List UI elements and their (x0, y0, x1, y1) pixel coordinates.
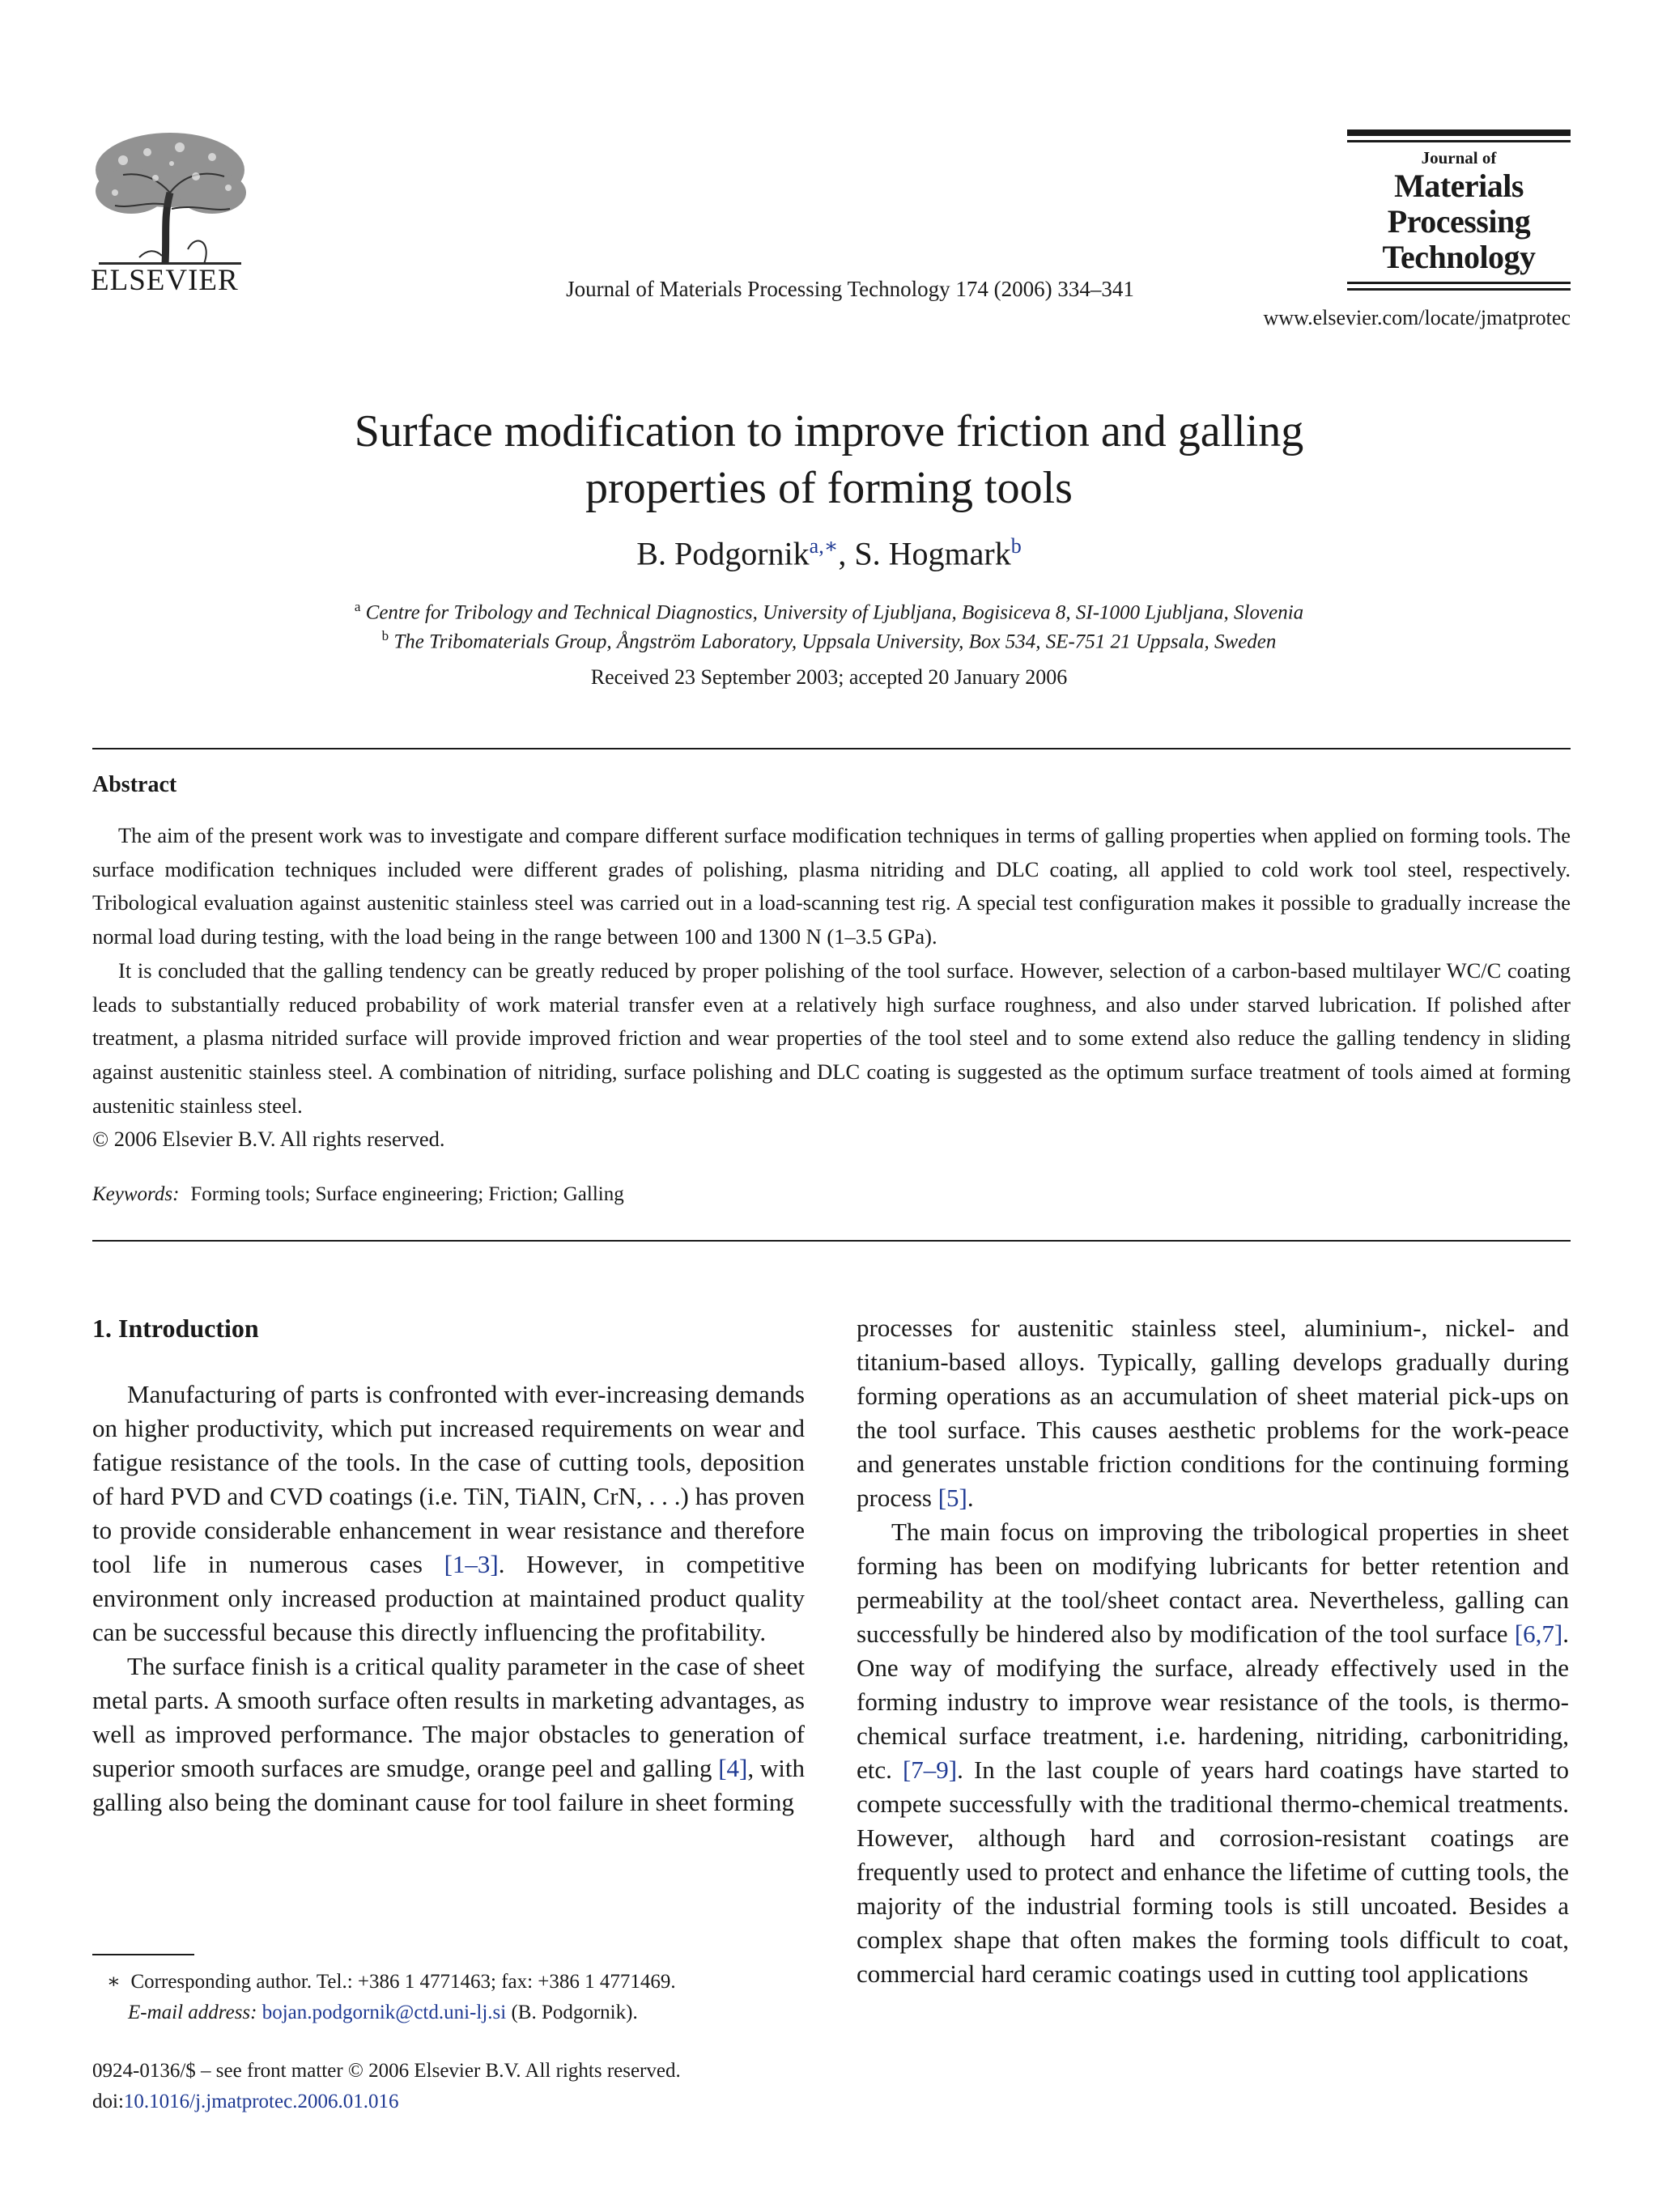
author-name: B. Podgornik (636, 535, 810, 572)
section-heading: 1. Introduction (92, 1314, 259, 1343)
journal-rule (1347, 140, 1571, 142)
author-affiliation-mark[interactable]: b (1010, 534, 1022, 558)
author-name: S. Hogmark (854, 535, 1011, 572)
footnote-divider (92, 1954, 194, 1955)
author-separator: , (838, 535, 855, 572)
citation-link[interactable]: [7–9] (902, 1756, 958, 1784)
body-paragraph (92, 1378, 805, 1649)
footnote-mark: ∗ (107, 1971, 121, 1993)
email-suffix: (B. Podgornik). (511, 2002, 638, 2023)
received-dates: Received 23 September 2003; accepted 20 January 2006 (590, 665, 1068, 689)
front-matter (92, 2056, 681, 2117)
doi-link[interactable]: 10.1016/j.jmatprotec.2006.01.016 (123, 2091, 399, 2112)
title-line: Surface modification to improve friction and galling (354, 406, 1304, 456)
doi-label: doi: (92, 2091, 124, 2112)
journal-rule (1347, 282, 1571, 284)
journal-name-line3: Technology (1382, 239, 1536, 275)
abstract-paragraph: The aim of the present work was to investigate and compare different surface modification techniques in terms of galling properties when applied on forming tools. The surface modification techniques included were different grades of polishing, plasma nitriding and DLC coating, all applied to cold work tool steel, respectively. Tribological evaluation against austenitic stainless steel was carried out in a load-scanning test rig. A special test configuration makes it possible to gradually increase the normal load during testing, with the load being in the range between 100 and 1300 N (1–3.5 GPa). (92, 823, 1571, 949)
abstract-body (92, 819, 1571, 1157)
citation-link[interactable]: [4] (718, 1754, 748, 1782)
body-paragraph (857, 1515, 1569, 1991)
journal-name-line1: Materials (1394, 168, 1524, 204)
journal-citation: Journal of Materials Processing Technology 174 (2006) 334–341 (566, 277, 1134, 301)
body-text: processes for austenitic stainless steel, aluminium-, nickel- and titanium-based alloys. Typically, galling develops gradually during forming operations as an accumulation of sheet material pick-ups on the tool surface. This causes aesthetic problems for the work-peace and generates unstable friction conditions for the continuing forming process (857, 1314, 1569, 1512)
section-divider (92, 1240, 1571, 1242)
email-label: E-mail address: (128, 2002, 257, 2023)
affiliation-mark: b (381, 628, 389, 643)
journal-rule (1347, 129, 1571, 136)
journal-rule (1347, 288, 1571, 291)
journal-title-box (1347, 129, 1571, 295)
abstract-paragraph: It is concluded that the galling tendency can be greatly reduced by proper polishing of the tool surface. However, selection of a carbon-based multilayer WC/C coating leads to substantially reduced probability of work material transfer even at a relatively high surface roughness, and also under starved lubrication. If polished after treatment, a plasma nitrided surface will provide improved friction and wear properties of the tool steel and to some extend also reduce the galling tendency in sliding against austenitic stainless steel. A combination of nitriding, surface polishing and DLC coating is suggested as the optimum surface treatment of tools aimed at forming austenitic stainless steel. (92, 957, 1571, 1118)
citation-link[interactable]: [5] (937, 1484, 967, 1512)
author-list (0, 534, 1658, 572)
email-link[interactable]: bojan.podgornik@ctd.uni-lj.si (261, 2002, 507, 2023)
affiliation-b (0, 628, 1658, 653)
citation-link[interactable]: [1–3] (444, 1550, 499, 1578)
section-divider (92, 748, 1571, 749)
body-text: . (967, 1484, 974, 1512)
body-paragraph (857, 1311, 1569, 1515)
citation-link[interactable]: [6,7] (1514, 1620, 1563, 1648)
footnote (92, 1967, 805, 2028)
body-column-right (857, 1311, 1569, 1991)
footnote-line (92, 1967, 805, 1998)
keywords (92, 1183, 624, 1206)
body-column-left (92, 1311, 805, 1819)
body-text: . One way of modifying the surface, already effectively used in the forming industry to improve wear resistance of the tools, is thermo-chemical surface treatment, i.e. hardening, nitriding, carbonitriding, etc. (857, 1620, 1569, 1784)
body-text: . In the last couple of years hard coatings have started to compete successfully with the traditional thermo-chemical treatments. However, although hard and corrosion-resistant coatings are frequently used to protect and enhance the lifetime of cutting tools, the majority of the industrial forming tools is still uncoated. Besides a complex shape that often makes the forming tools difficult to coat, commercial hard ceramic coatings used in cutting tool applications (857, 1756, 1569, 1988)
footnote-line (92, 1998, 805, 2028)
affiliation-text: The Tribomaterials Group, Ångström Laboratory, Uppsala University, Box 534, SE-751 21 Uppsala, Sweden (393, 630, 1277, 653)
affiliation-text: Centre for Tribology and Technical Diagnostics, University of Ljubljana, Bogisiceva 8, SI-1000 Ljubljana, Slovenia (365, 601, 1304, 624)
issn-line: 0924-0136/$ – see front matter © 2006 Elsevier B.V. All rights reserved. (92, 2060, 681, 2082)
journal-of-label: Journal of (1421, 148, 1497, 168)
footnote-text: Corresponding author. Tel.: +386 1 4771463; fax: +386 1 4771469. (130, 1971, 676, 1993)
body-text: The surface finish is a critical quality parameter in the case of sheet metal parts. A smooth surface often results in marketing advantages, as well as improved performance. The major obstacles to generation of superior smooth surfaces are smudge, orange peel and galling (92, 1652, 805, 1782)
title-line: properties of forming tools (585, 463, 1073, 513)
keywords-label: Keywords: (92, 1183, 180, 1205)
abstract-copyright: © 2006 Elsevier B.V. All rights reserved. (92, 1127, 445, 1152)
body-text: The main focus on improving the tribological properties in sheet forming has been on modifying lubricants for better retention and permeability at the tool/sheet contact area. Nevertheless, galling can successfully be hindered also by modification of the tool surface (857, 1518, 1569, 1648)
body-paragraph (92, 1649, 805, 1819)
author-affiliation-mark[interactable]: a,∗ (809, 534, 839, 558)
journal-url[interactable]: www.elsevier.com/locate/jmatprotec (1263, 306, 1571, 329)
journal-name-line2: Processing (1387, 203, 1531, 240)
body-text: , with galling also being the dominant cause for tool failure in sheet forming (92, 1754, 805, 1816)
keywords-text: Forming tools; Surface engineering; Friction; Galling (190, 1183, 624, 1205)
article-title (0, 403, 1658, 516)
body-text: Manufacturing of parts is confronted with ever-increasing demands on higher productivity, which put increased requirements on wear and fatigue resistance of the tools. In the case of cutting tools, deposition of hard PVD and CVD coatings (i.e. TiN, TiAlN, CrN, . . .) has proven to provide considerable enhancement in wear resistance and therefore tool life in numerous cases (92, 1380, 805, 1578)
affiliation-mark: a (354, 599, 361, 614)
doi-line (92, 2087, 681, 2117)
publisher-name: ELSEVIER (91, 264, 239, 297)
affiliation-a (0, 599, 1658, 624)
body-text: . However, in competitive environment only increased production at maintained product quality can be successful because this directly influencing the profitability. (92, 1550, 805, 1646)
abstract-heading: Abstract (92, 772, 177, 797)
